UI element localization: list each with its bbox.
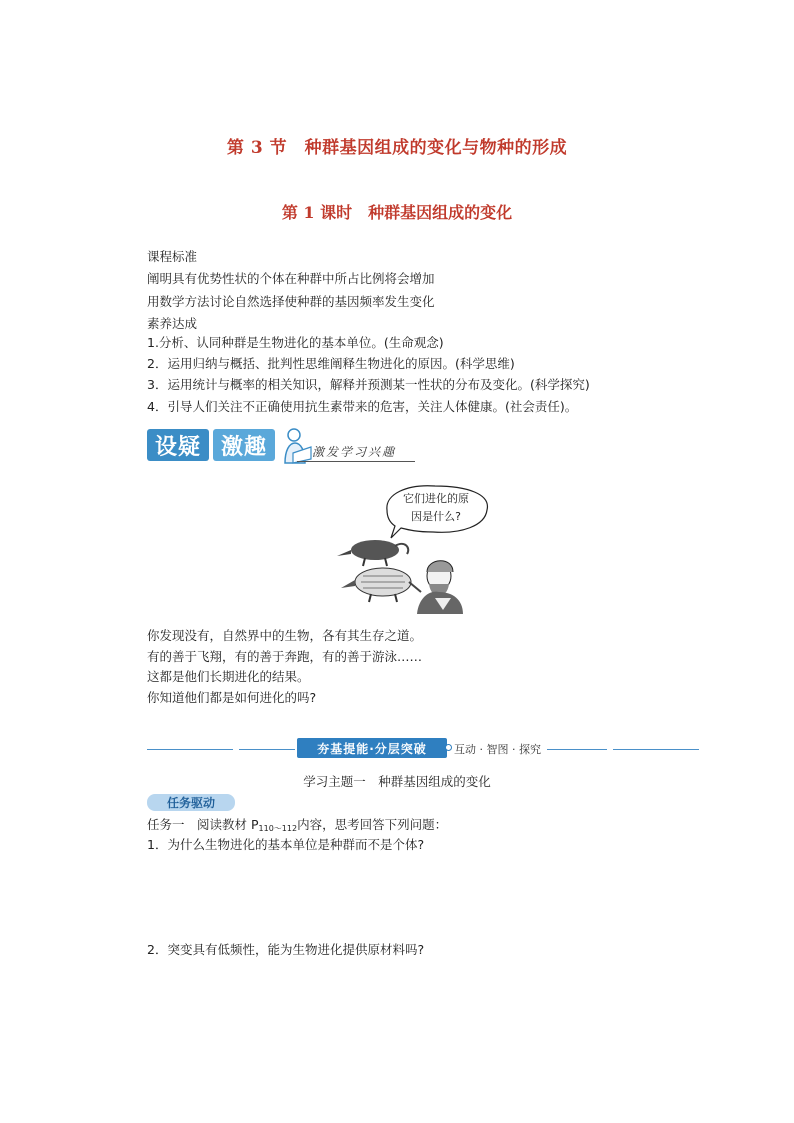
banner-badge-right: 激趣 (213, 429, 275, 461)
lesson-title: 第 1 课时 种群基因组成的变化 (281, 203, 513, 222)
bullet-icon (445, 744, 452, 751)
banner-rule-left (147, 749, 233, 750)
task-prefix: 任务一 阅读教材 P (147, 817, 259, 832)
page-title: 第 3 节 种群基因组成的变化与物种的形成 (226, 138, 568, 158)
standards-heading: 课程标准 (147, 249, 198, 264)
task-badge: 任务驱动 (147, 794, 235, 811)
question: 2．突变具有低频性，能为生物进化提供原材料吗? (147, 942, 425, 957)
literacy-heading: 素养达成 (147, 316, 198, 331)
literacy-item: 1.分析、认同种群是生物进化的基本单位。(生命观念) (147, 335, 444, 350)
speech-text-line1: 它们进化的原 (403, 492, 469, 505)
banner-slogan: 激发学习兴趣 (312, 445, 397, 459)
standard-item: 用数学方法讨论自然选择使种群的基因频率发生变化 (147, 294, 435, 309)
banner-underline (297, 461, 415, 462)
scientist-portrait (417, 561, 463, 614)
intro-banner (147, 427, 417, 469)
standard-item: 阐明具有优势性状的个体在种群中所占比例将会增加 (147, 271, 435, 286)
task-pages: 110～112 (258, 824, 298, 833)
question: 1．为什么生物进化的基本单位是种群而不是个体? (147, 837, 425, 852)
topic-heading: 学习主题一 种群基因组成的变化 (303, 774, 491, 789)
speech-text-line2: 因是什么? (411, 510, 461, 523)
intro-line: 这都是他们长期进化的结果。 (147, 669, 310, 684)
literacy-item: 3．运用统计与概率的相关知识，解释并预测某一性状的分布及变化。(科学探究) (147, 377, 590, 392)
intro-line: 你发现没有，自然界中的生物，各有其生存之道。 (147, 628, 423, 643)
section-extra: 互动 · 智图 · 探究 (454, 743, 541, 756)
literacy-item: 4．引导人们关注不正确使用抗生素带来的危害，关注人体健康。(社会责任)。 (147, 399, 578, 414)
banner-badge-left: 设疑 (147, 429, 209, 461)
intro-line: 有的善于飞翔，有的善于奔跑，有的善于游泳…… (147, 649, 423, 664)
task-suffix: 内容，思考回答下列问题： (297, 817, 448, 832)
literacy-item: 2．运用归纳与概括、批判性思维阐释生物进化的原因。(科学思维) (147, 356, 515, 371)
armadillo-drawing (341, 568, 421, 602)
banner-rule-left-inner (239, 749, 295, 750)
banner-rule-right-outer (613, 749, 699, 750)
intro-line: 你知道他们都是如何进化的吗? (147, 690, 317, 705)
section-banner (147, 737, 699, 761)
section-badge: 夯基提能·分层突破 (297, 738, 447, 758)
banner-rule-right (547, 749, 607, 750)
anteater-drawing (337, 540, 408, 566)
evolution-illustration (335, 480, 495, 615)
